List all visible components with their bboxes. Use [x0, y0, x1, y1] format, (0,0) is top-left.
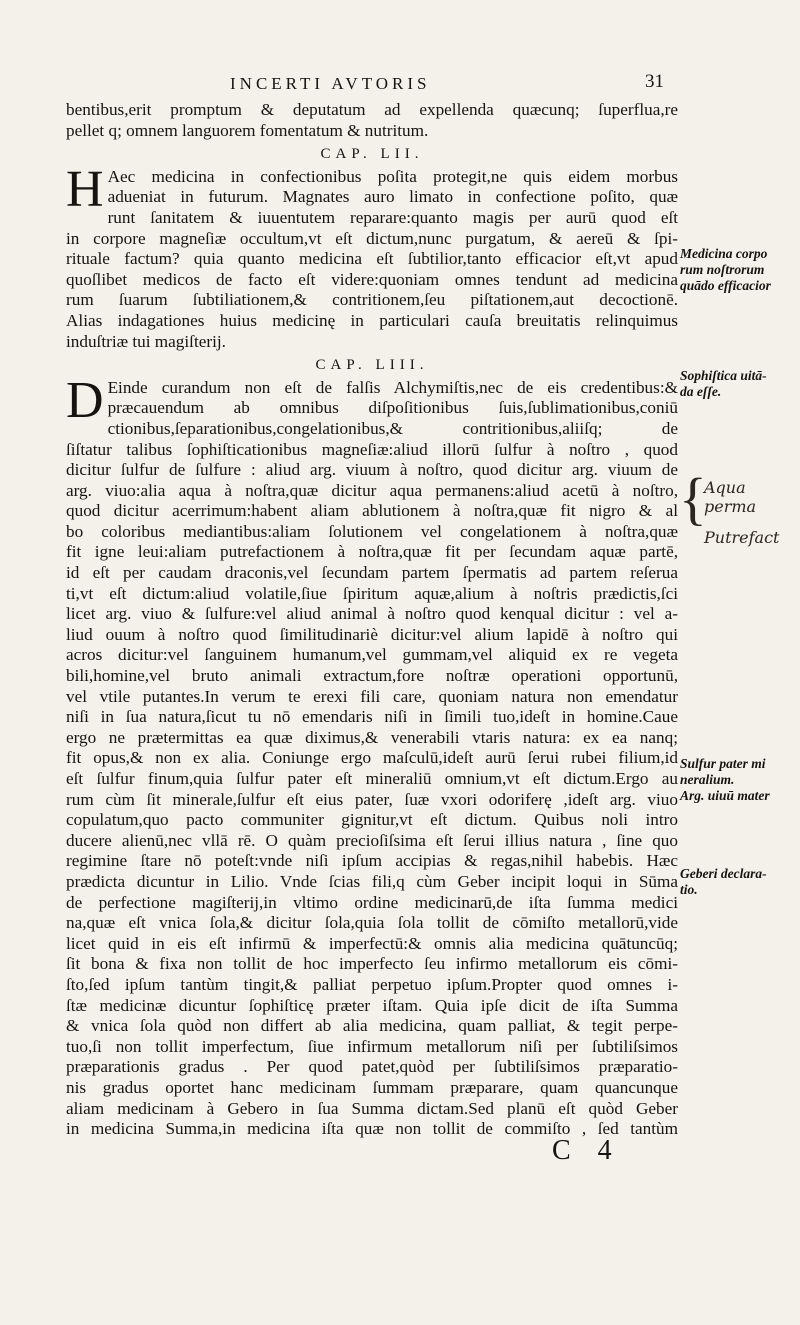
margin-note-medicina	[680, 246, 798, 294]
margin-note-sophistica	[680, 368, 798, 400]
text-line: adueniat in futurum. Magnates auro limato in confectione poſito, quæ	[107, 187, 678, 207]
text-line: præparationis gradus . Per quod patet,quòd per ſubtiliſsimos præparatio-	[66, 1057, 678, 1077]
text-line: ti,vt eſt dictum:aliud volatile,ſiue ſpiritum aquæ,alium à noſtris prædictis,ſci	[66, 583, 678, 603]
text-line: ſtæ medicinæ dicuntur ſophiſticę præter iſtam. Quia ipſe dicit de iſta Summa	[66, 995, 678, 1015]
text-line: in medicina Summa,in medicina iſta quæ non tollit de commiſto , ſed tantùm	[66, 1119, 678, 1139]
text-line: ctionibus,ſeparationibus,congelationibus,& contritionibus,aliiſq; de	[107, 418, 678, 438]
signature-mark: C 4	[552, 1135, 622, 1166]
text-line: in corpore magneſiæ occultum,vt eſt dictum,nunc purgatum, & aereū & ſpi-	[66, 228, 678, 248]
margin-note-line: Sophiſtica uitā-	[680, 368, 767, 383]
main-text-block	[66, 100, 678, 1140]
text-line: de perfectione magiſterij,in vltimo ordine medicinarū,de iſta ſumma medici	[66, 892, 678, 912]
text-line: rum ſuarum ſubtiliationem,& contritionem,ſeu piſtationem,aut decoctionē.	[66, 290, 678, 310]
text-line: & vnica ſola quòd non differt ab alia medicina, quam palliat, & tegit perpe-	[66, 1016, 678, 1036]
margin-note-line: da eſſe.	[680, 384, 722, 399]
text-line: bo coloribus mediantibus:aliam ſolutionem vel congelationem à noſtra,quæ	[66, 521, 678, 541]
text-line: ſit bona & fixa non tollit de hoc imperfecto ſeu infirmo metallorum eis cōmi-	[66, 954, 678, 974]
margin-note-line: neralium.	[680, 772, 735, 787]
margin-note-line: Sulfur pater mi	[680, 756, 766, 771]
text-line: fit opus,& non ex alia. Coniunge ergo maſculū,ideſt aurū ſerui rubei filium,id	[66, 748, 678, 768]
text-line: Alias indagationes huius medicinę in particulari cauſa breuitatis relinquimus	[66, 310, 678, 330]
text-line: fit igne leui:aliam putrefactionem à noſtra,quæ fit per ſecundam aquæ partē,	[66, 542, 678, 562]
drop-cap-initial: H	[66, 160, 104, 218]
text-line: regimine ſtare nō poteſt:vnde niſi ipſum accipias & regas,nihil habebis. Hæc	[66, 851, 678, 871]
chapter-heading: CAP. LIII.	[315, 357, 429, 374]
text-line: rituale factum? quia quanto medicina eſt ſubtilior,tanto efficacior eſt,vt apud	[66, 249, 678, 269]
handwritten-brace: {	[679, 466, 707, 531]
margin-note-sulfur	[680, 756, 798, 804]
text-line: Aec medicina in confectionibus poſita protegit,ne quis eidem morbus	[107, 166, 678, 186]
text-line: ergo ne prætermittas ea quæ diximus,& venerabili vtaris natura: ex ea nanq;	[66, 727, 678, 747]
handwritten-note-putrefact: Putrefact	[704, 528, 780, 547]
text-line: licet arg. viuo & ſulfure:vel aliud animal à noſtro quod kenqual dicitur : vel a-	[66, 604, 678, 624]
margin-note-line: quādo efficacior	[680, 278, 771, 293]
margin-note-line: Arg. uiuū mater	[680, 788, 770, 803]
text-line: ſto,ſed ipſum tantùm tingit,& palliat perpetuo ipſum.Propter quod omnes i-	[66, 974, 678, 994]
text-line: bili,homine,vel bruto animali extractum,fore noſtræ operationi opportunū,	[66, 666, 678, 686]
text-line: arg. viuo:alia aqua à noſtra,quæ dicitur aqua permanens:aliud acetū à noſtro,	[66, 480, 678, 500]
text-line: vel vtile putantes.In verum te erexi fili care, quoniam natura non emendatur	[66, 686, 678, 706]
text-line: induſtriæ tui magiſterij.	[66, 331, 226, 351]
text-line: quoſlibet medicos de facto eſt videre:quoniam omnes tendunt ad medicina	[66, 269, 678, 289]
text-line: copulatum,quo pacto communiter gignitur,vt eſt dictum. Quibus noli intro	[66, 810, 678, 830]
text-line: quod dicitur acerrimum:habent aliam ablutionem à noſtra,quæ fit nigro & al	[66, 501, 678, 521]
text-line: eſt ſulfur finum,quia ſulfur pater eſt mineraliū omnium,vt eſt dictum.Ergo au	[66, 769, 678, 788]
text-line: ſiſtatur talibus ſophiſticationibus magneſiæ:aliud illorū ſulfur à noſtro , quod	[66, 439, 678, 459]
chapter-heading: CAP. LII.	[320, 146, 424, 163]
text-line: ducere alienū,nec vllā rē. O quàm precioſiſsima eſt ſerui illius natura , ſine quo	[66, 830, 678, 850]
drop-cap-initial: D	[66, 371, 104, 429]
text-line: acros dicitur:vel ſanguinem humanum,vel gummam,vel aliquid ex re vegeta	[66, 645, 678, 665]
folio-number: 31	[645, 71, 664, 92]
text-line: Einde curandum non eſt de falſis Alchymiſtis,nec de eis credentibus:&	[107, 377, 678, 397]
margin-note-line: Geberi declara-	[680, 866, 767, 881]
text-line: na,quæ eſt vnica ſola,& dicitur ſola,quia ſola tollit de cōmiſto metallorū,vide	[66, 913, 678, 933]
running-title: INCERTI AVTORIS	[230, 74, 431, 93]
text-line: licet quid in eis eſt infirmū & imperfectū:& omnis alia medicina quātuncūq;	[66, 933, 678, 953]
text-line: dicitur ſulfur de ſulfure : aliud arg. viuum à noſtro, quod dicitur arg. viuum de	[66, 460, 678, 480]
text-line: bentibus,erit promptum & deputatum ad expellenda quæcunq; ſuperflua,re	[66, 100, 678, 119]
margin-note-line: rum noſtrorum	[680, 262, 765, 277]
text-line: aliam medicinam à Gebero in ſua Summa dictam.Sed planū eſt quòd Geber	[66, 1098, 678, 1118]
handwritten-note-aqua: Aqua perma	[704, 478, 757, 516]
text-line: runt ſanitatem & iuuentutem reparare:quanto magis per aurū quod eſt	[107, 207, 678, 227]
text-line: prædicta dicuntur in Lilio. Vnde ſcias fili,q cùm Geber incipit loqui in Sūma	[66, 871, 678, 891]
text-line: pellet q; omnem languorem fomentatum & nutritum.	[66, 120, 429, 140]
text-line: nis gradus oportet hanc medicinam ſummam præparare, quam quancunque	[66, 1077, 678, 1097]
margin-note-line: tio.	[680, 882, 698, 897]
text-line: niſi in ſua natura,ſicut tu nō emendaris niſi in ſimili tuo,ideſt in homine.Caue	[66, 707, 678, 727]
text-line: præcauendum ab omnibus diſpoſitionibus ſuis,ſublimationibus,coniū	[107, 398, 678, 418]
margin-note-geber	[680, 866, 798, 898]
text-line: tuo,ſi non tollit imperfectum, ſiue infirmum metallorum niſi per ſubtiliſsimos	[66, 1036, 678, 1056]
margin-note-line: Medicina corpo	[680, 246, 768, 261]
text-line: rum cùm ſit minerale,ſulfur eſt eius pater, ſuæ vxori odoriferę ,ideſt arg. viuo	[66, 789, 678, 809]
text-line: liud ouum à noſtro quod ſimilitudinariè dicitur:vel alium lapidē à noſtro qui	[66, 624, 678, 644]
text-line: id eſt per caudam draconis,vel ſecundam partem ſpermatis ad partem reſerua	[66, 563, 678, 583]
